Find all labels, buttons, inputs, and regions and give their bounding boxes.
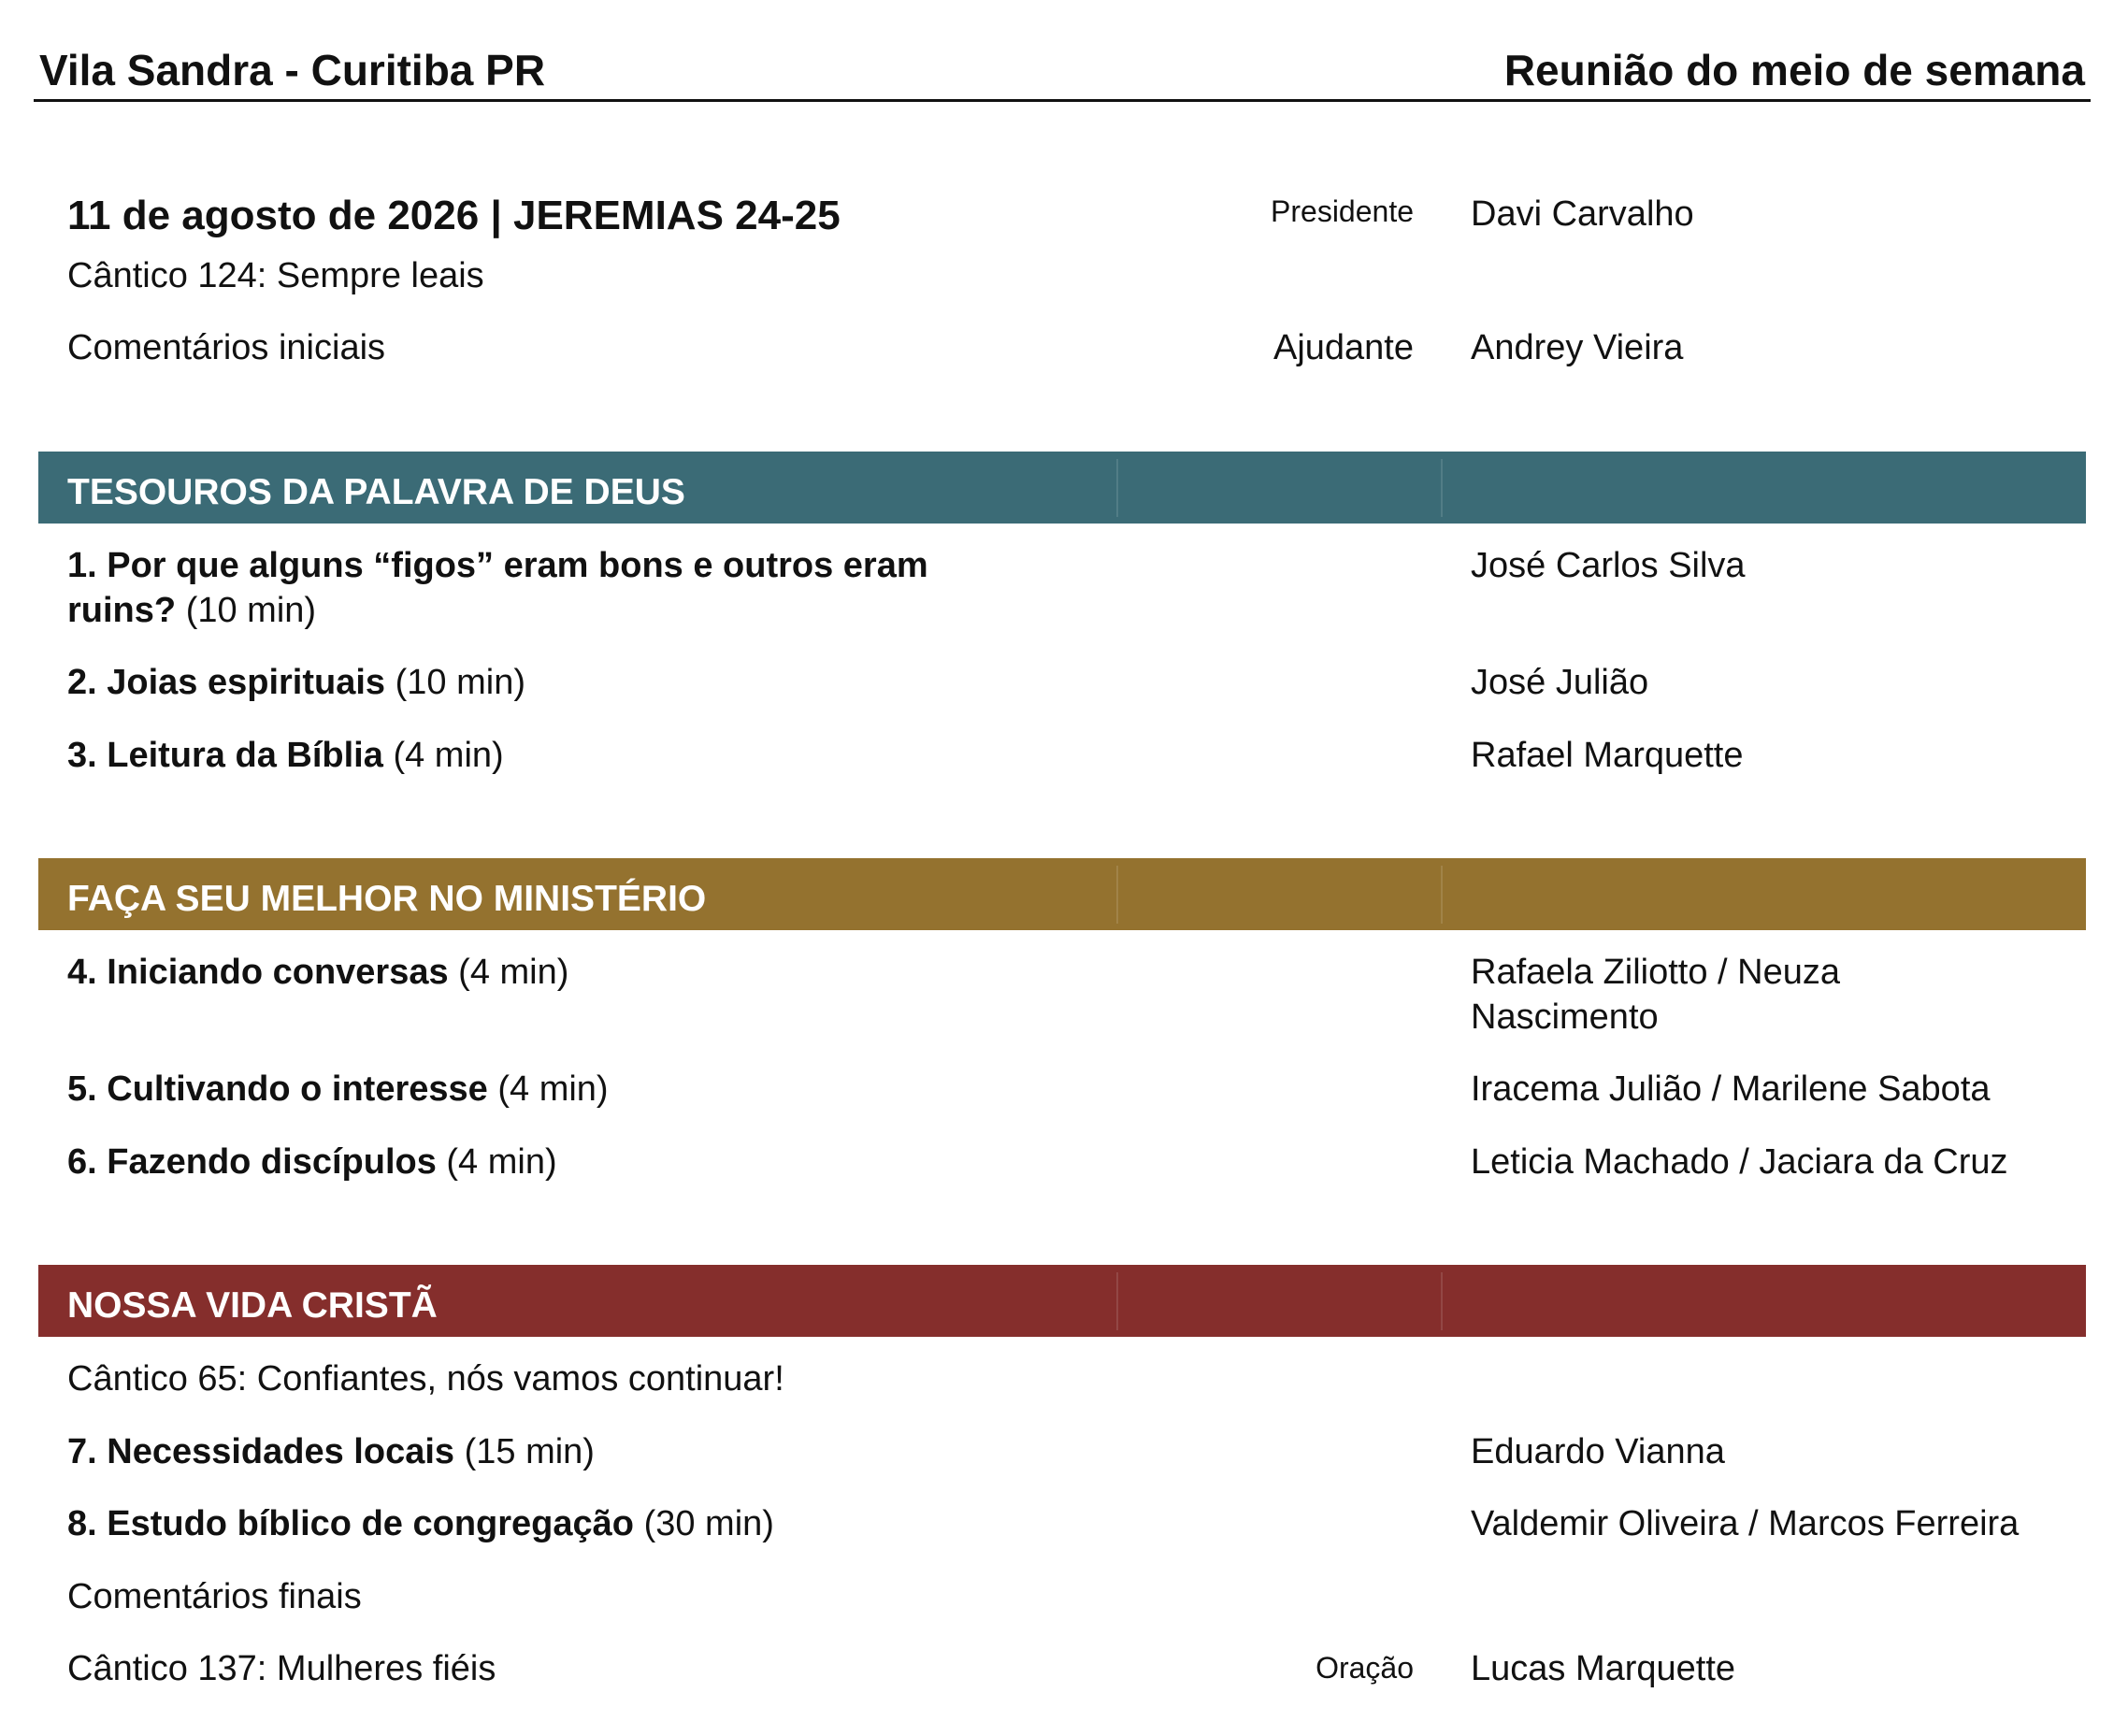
column-divider bbox=[1116, 459, 1118, 517]
item-title: ruins? bbox=[67, 591, 177, 630]
closing-song: Cântico 137: Mulheres fiéis bbox=[67, 1649, 496, 1688]
section-header-ministry bbox=[38, 858, 2086, 930]
list-item bbox=[67, 953, 568, 993]
column-divider bbox=[1116, 1272, 1118, 1330]
column-divider bbox=[1441, 459, 1443, 517]
item-assignee-continuation: Nascimento bbox=[1471, 997, 1659, 1037]
section-header-treasures bbox=[38, 452, 2086, 524]
item-assignee: Iracema Julião / Marilene Sabota bbox=[1471, 1069, 1991, 1109]
middle-song: Cântico 65: Confiantes, nós vamos continuar! bbox=[67, 1359, 784, 1399]
item-duration: (15 min) bbox=[464, 1432, 595, 1471]
item-title: 3. Leitura da Bíblia bbox=[67, 736, 383, 775]
section-title: NOSSA VIDA CRISTÃ bbox=[67, 1285, 438, 1326]
item-assignee: Rafaela Ziliotto / Neuza bbox=[1471, 953, 1840, 992]
item-assignee: Rafael Marquette bbox=[1471, 736, 1744, 775]
item-title: 4. Iniciando conversas bbox=[67, 953, 449, 992]
item-title: 1. Por que alguns “figos” eram bons e outros eram bbox=[67, 546, 928, 585]
item-duration: (4 min) bbox=[446, 1142, 557, 1182]
chairman-name: Davi Carvalho bbox=[1471, 194, 1694, 234]
item-title: 8. Estudo bíblico de congregação bbox=[67, 1504, 634, 1543]
opening-comments: Comentários iniciais bbox=[67, 328, 386, 367]
item-title: 5. Cultivando o interesse bbox=[67, 1069, 488, 1109]
column-divider bbox=[1441, 1272, 1443, 1330]
closing-comments: Comentários finais bbox=[67, 1577, 362, 1616]
section-header-living bbox=[38, 1265, 2086, 1337]
section-title: TESOUROS DA PALAVRA DE DEUS bbox=[67, 472, 685, 512]
list-item bbox=[67, 663, 525, 703]
section-title: FAÇA SEU MELHOR NO MINISTÉRIO bbox=[67, 879, 707, 919]
item-assignee: José Julião bbox=[1471, 663, 1649, 702]
item-duration: (10 min) bbox=[185, 591, 317, 630]
assistant-label: Ajudante bbox=[1272, 328, 1414, 367]
list-item bbox=[67, 1504, 774, 1544]
list-item bbox=[67, 736, 504, 776]
item-duration: (30 min) bbox=[643, 1504, 774, 1543]
meeting-title: Reunião do meio de semana bbox=[1503, 46, 2085, 94]
page-header bbox=[34, 41, 2091, 102]
item-duration: (4 min) bbox=[458, 953, 569, 992]
item-title: 6. Fazendo discípulos bbox=[67, 1142, 437, 1182]
week-title: 11 de agosto de 2026 | JEREMIAS 24-25 bbox=[67, 193, 841, 238]
item-title: 7. Necessidades locais bbox=[67, 1432, 455, 1471]
column-divider bbox=[1116, 866, 1118, 924]
list-item bbox=[67, 546, 928, 586]
list-item bbox=[67, 1069, 609, 1110]
item-duration: (10 min) bbox=[395, 663, 525, 702]
list-item bbox=[67, 1142, 557, 1183]
item-assignee: Valdemir Oliveira / Marcos Ferreira bbox=[1471, 1504, 2020, 1543]
congregation-name: Vila Sandra - Curitiba PR bbox=[39, 46, 546, 94]
prayer-name: Lucas Marquette bbox=[1471, 1649, 1736, 1688]
item-assignee: José Carlos Silva bbox=[1471, 546, 1746, 585]
assistant-name: Andrey Vieira bbox=[1471, 328, 1684, 367]
list-item bbox=[67, 1432, 595, 1472]
item-title: 2. Joias espirituais bbox=[67, 663, 386, 702]
column-divider bbox=[1441, 866, 1443, 924]
list-item-continuation bbox=[67, 591, 316, 631]
item-duration: (4 min) bbox=[497, 1069, 609, 1109]
chairman-label: Presidente bbox=[1271, 194, 1414, 228]
prayer-label: Oração bbox=[1316, 1651, 1414, 1685]
item-assignee: Leticia Machado / Jaciara da Cruz bbox=[1471, 1142, 2008, 1182]
opening-song: Cântico 124: Sempre leais bbox=[67, 256, 484, 295]
item-duration: (4 min) bbox=[393, 736, 504, 775]
item-assignee: Eduardo Vianna bbox=[1471, 1432, 1725, 1471]
